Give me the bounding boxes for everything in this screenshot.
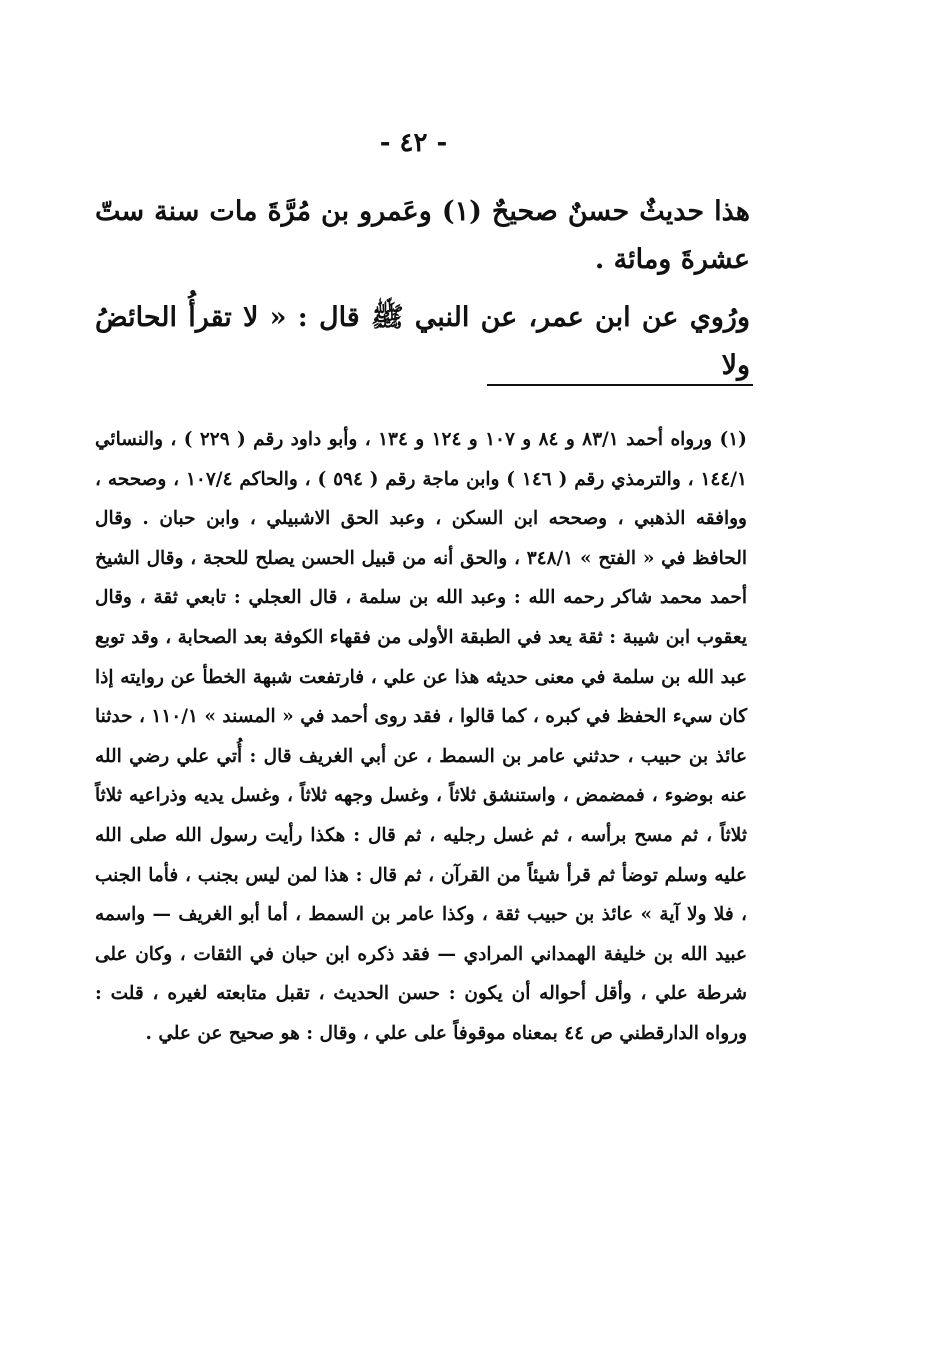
main-text [95, 188, 750, 390]
main-paragraph-hadith-grade: هذا حديثٌ حسنٌ صحيحٌ (١) وعَمرو بن مُرَّةَ مات سنة ستّ عشرةَ ومائة . [95, 196, 751, 275]
main-paragraph-ibn-umar: ورُوي عن ابن عمر، عن النبي ﷺ قال : « لا تقرأُ الحائضُ ولا [95, 302, 750, 381]
footnote [95, 420, 747, 1054]
page-number: - ٤٢ - [379, 128, 448, 158]
footnote-separator [487, 384, 753, 386]
footnote-text: (١) ورواه أحمد ٨٣/١ و ٨٤ و ١٠٧ و ١٢٤ و ١٣٤ ، وأبو داود رقم ( ٢٢٩ ) ، والنسائي ١٤٤/١ ، والترمذي رقم ( ١٤٦ ) وابن ماجة رقم ( ٥٩٤ ) ، والحاكم ١٠٧/٤ ، وصححه ، ووافقه الذهبي ، وصححه ابن السكن ، وعبد الحق الاشبيلي ، وابن حبان . وقال الحافظ في « الفتح » ٣٤٨/١ ، والحق أنه من قبيل الحسن يصلح للحجة ، وقال الشيخ أحمد محمد شاكر رحمه الله : وعبد الله بن سلمة ، قال العجلي : تابعي ثقة ، وقال يعقوب ابن شيبة : ثقة يعد في الطبقة الأولى من فقهاء الكوفة بعد الصحابة ، وقد توبع عبد الله بن سلمة في معنى حديثه هذا عن علي ، فارتفعت شبهة الخطأ عن روايته إذا كان سيء الحفظ في كبره ، كما قالوا ، فقد روى أحمد في « المسند » ١١٠/١ ، حدثنا عائذ بن حبيب ، حدثني عامر بن السمط ، عن أبي الغريف قال : أُتي علي رضي الله عنه بوضوء ، فمضمض ، واستنشق ثلاثاً ، وغسل وجهه ثلاثاً ، وغسل يديه وذراعيه ثلاثاً ثلاثاً ، ثم مسح برأسه ، ثم غسل رجليه ، ثم قال : هكذا رأيت رسول الله صلى الله عليه وسلم توضأ ثم قرأ شيئاً من القرآن ، ثم قال : هذا لمن ليس بجنب ، فأما الجنب ، فلا ولا آية » عائذ بن حبيب ثقة ، وكذا عامر بن السمط ، أما أبو الغريف — واسمه عبيد الله بن خليفة الهمداني المرادي — فقد ذكره ابن حبان في الثقات ، وكان على شرطة علي ، وأقل أحواله أن يكون : حسن الحديث ، تقبل متابعته لغيره ، قلت : ورواه الدارقطني ص ٤٤ بمعناه موقوفاً على علي ، وقال : هو صحيح عن علي . [95, 429, 747, 1044]
